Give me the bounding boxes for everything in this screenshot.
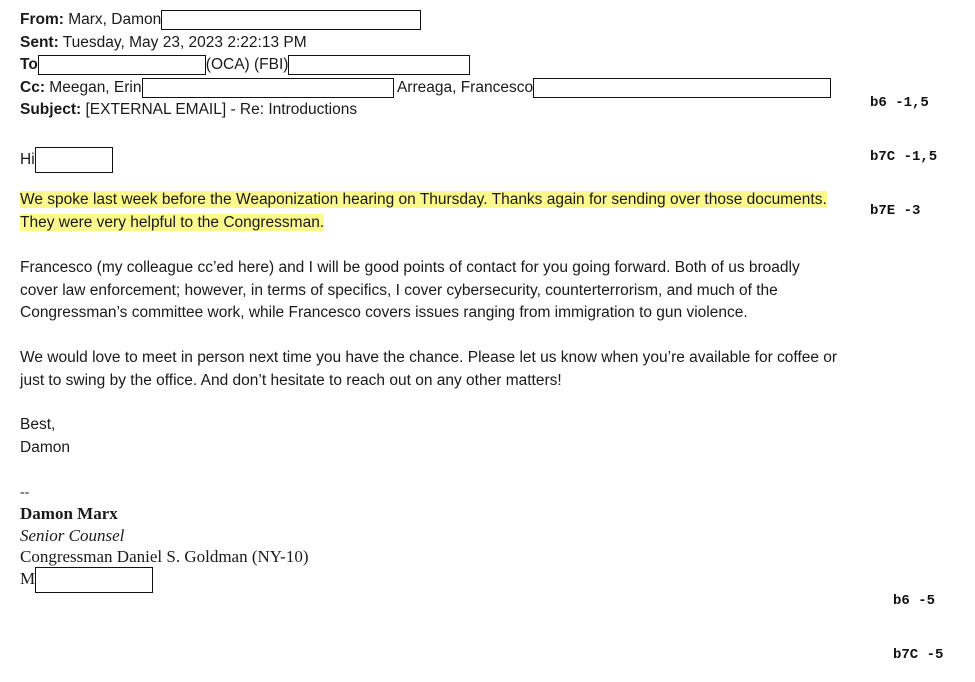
cc-line [20, 78, 831, 98]
exemption-code: b7C -5 [893, 647, 944, 663]
subject-line [20, 100, 357, 120]
signature-office: Congressman Daniel S. Goldman (NY-10) [20, 547, 309, 566]
redaction-box [288, 55, 470, 75]
redaction-box [142, 78, 394, 98]
exemption-code: b6 -5 [893, 593, 936, 609]
subject-value: [EXTERNAL EMAIL] - Re: Introductions [85, 101, 358, 118]
signature-m-line [20, 567, 153, 593]
cc-value-1: Meegan, Erin [49, 79, 142, 97]
redaction-box [161, 10, 421, 30]
exemption-codes-top [870, 58, 937, 238]
paragraph-line: Francesco (my colleague cc’ed here) and I will be good points of contact for you going forward. Both of us broadly [20, 259, 800, 276]
paragraph-1 [20, 189, 827, 234]
greeting-line [20, 147, 113, 173]
signature-title: Senior Counsel [20, 526, 125, 545]
cc-value-2: Arreaga, Francesco [396, 79, 534, 97]
redaction-box [38, 55, 206, 75]
from-value: Marx, Damon [68, 11, 162, 29]
exemption-code: b7E -3 [870, 203, 921, 219]
paragraph-line: We would love to meet in person next time you have the chance. Please let us know when you’re available for coffee or [20, 349, 838, 366]
sent-line [20, 33, 307, 53]
closing-name: Damon [20, 438, 70, 456]
redaction-box [35, 147, 113, 173]
paragraph-3 [20, 347, 837, 392]
redaction-box [533, 78, 831, 98]
exemption-code: b6 -1,5 [870, 95, 929, 111]
paragraph-2 [20, 257, 800, 325]
highlighted-text: We spoke last week before the Weaponization hearing on Thursday. Thanks again for sending over those documents. [20, 191, 827, 208]
closing-text: Best, [20, 416, 56, 433]
exemption-codes-bottom [893, 556, 943, 682]
signature-dashes: -- [20, 485, 30, 500]
closing [20, 414, 70, 459]
greeting: Hi [20, 151, 35, 169]
subject-label: Subject: [20, 101, 82, 118]
to-label: To [20, 56, 38, 74]
m-prefix: M [20, 568, 36, 588]
from-line [20, 10, 421, 30]
paragraph-line: cover law enforcement; however, in terms of specifics, I cover cybersecurity, counterterrorism, and much of the [20, 281, 778, 299]
sent-label: Sent: [20, 34, 59, 51]
sent-value: Tuesday, May 23, 2023 2:22:13 PM [62, 34, 307, 51]
cc-label: Cc: [20, 79, 45, 97]
paragraph-line: just to swing by the office. And don’t hesitate to reach out on any other matters! [20, 371, 562, 389]
to-line [20, 55, 470, 75]
signature-name: Damon Marx [20, 504, 118, 523]
exemption-code: b7C -1,5 [870, 149, 938, 165]
from-label: From: [20, 11, 64, 29]
highlighted-text: They were very helpful to the Congressman. [20, 213, 325, 231]
paragraph-line: Congressman’s committee work, while Francesco covers issues ranging from immigration to gun violence. [20, 304, 748, 321]
to-value: (OCA) (FBI) [205, 56, 289, 74]
redaction-box [35, 567, 153, 593]
